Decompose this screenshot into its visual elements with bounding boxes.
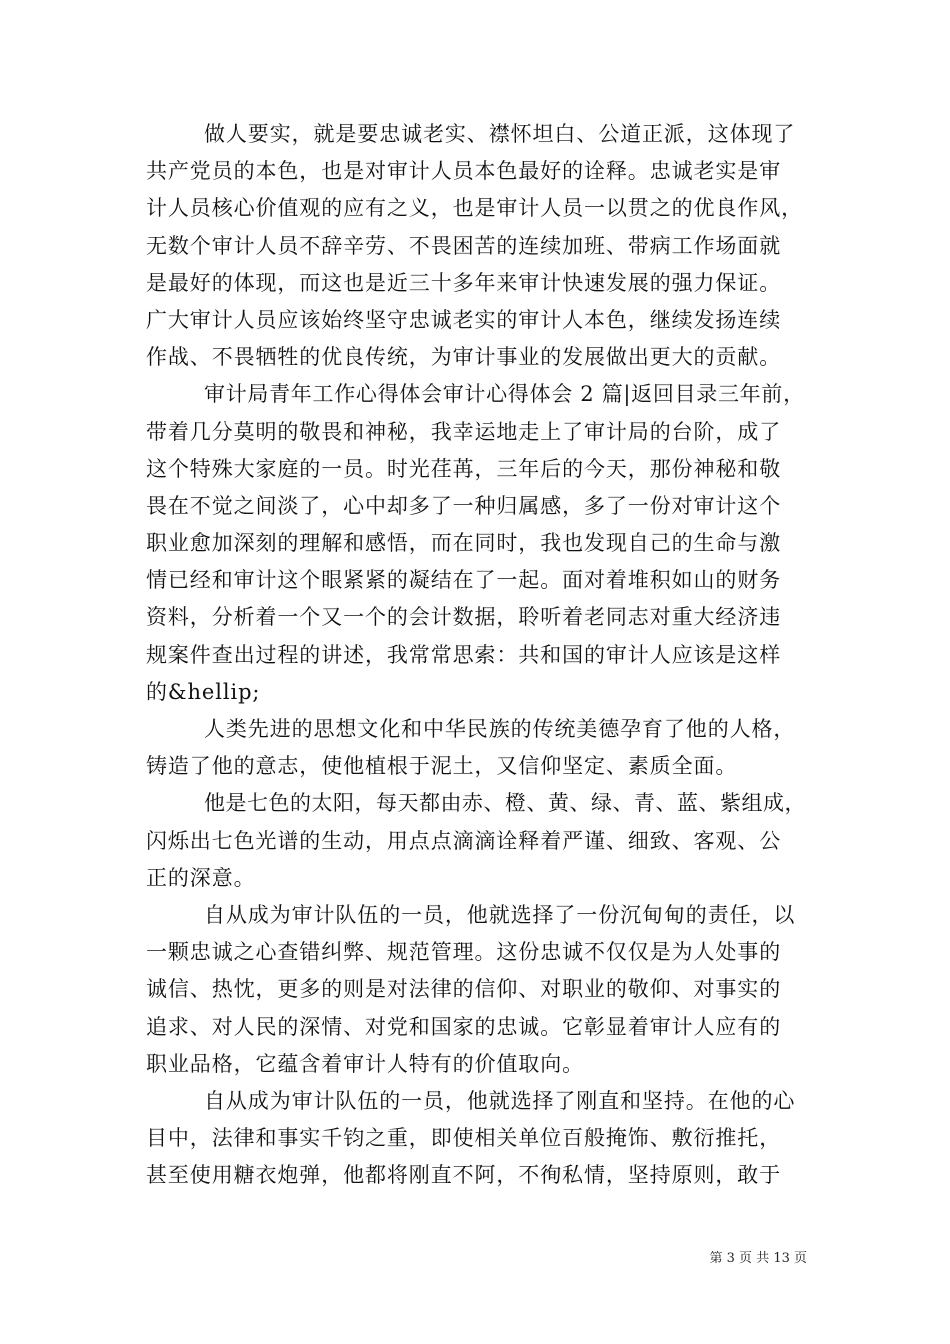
text-line: 正的深意。 [146, 865, 256, 890]
text-line: 作战、不畏牺牲的优良传统，为审计事业的发展做出更大的贡献。 [146, 345, 782, 370]
document-body [146, 116, 810, 1194]
text-line: 畏在不觉之间淡了，心中却多了一种归属感，多了一份对审计这个 [146, 493, 782, 518]
text-line: 追求、对人民的深情、对党和国家的忠诚。它彰显着审计人应有的 [146, 1014, 782, 1039]
text-line: 目中，法律和事实千钧之重，即使相关单位百般掩饰、敷衍推托， [146, 1126, 782, 1151]
text-line: 闪烁出七色光谱的生动，用点点滴滴诠释着严谨、细致、客观、公 [146, 828, 782, 853]
text-line: 无数个审计人员不辞辛劳、不畏困苦的连续加班、带病工作场面就 [146, 233, 782, 258]
text-line: 广大审计人员应该始终坚守忠诚老实的审计人本色，继续发扬连续 [146, 307, 782, 332]
text-line: 情已经和审计这个眼紧紧的凝结在了一起。面对着堆积如山的财务 [146, 568, 782, 593]
text-line: 规案件查出过程的讲述，我常常思索：共和国的审计人应该是这样 [146, 642, 782, 667]
text-line: 做人要实，就是要忠诚老实、襟怀坦白、公道正派，这体现了 [204, 122, 796, 146]
text-line: 诚信、热忱，更多的则是对法律的信仰、对职业的敬仰、对事实的 [146, 977, 782, 1002]
text-line: 一颗忠诚之心查错纠弊、规范管理。这份忠诚不仅仅是为人处事的 [146, 940, 782, 965]
text-line: 共产党员的本色，也是对审计人员本色最好的诠释。忠诚老实是审 [146, 159, 782, 184]
text-line: 自从成为审计队伍的一员，他就选择了一份沉甸甸的责任，以 [204, 902, 796, 927]
text-line: 这个特殊大家庭的一员。时光荏苒，三年后的今天，那份神秘和敬 [146, 456, 782, 481]
text-line: 人类先进的思想文化和中华民族的传统美德孕育了他的人格， [204, 717, 796, 741]
text-line: 资料，分析着一个又一个的会计数据，聆听着老同志对重大经济违 [146, 605, 782, 630]
text-line: 职业品格，它蕴含着审计人特有的价值取向。 [146, 1051, 584, 1076]
text-line: 他是七色的太阳，每天都由赤、橙、黄、绿、青、蓝、紫组成， [204, 791, 806, 816]
text-line: 甚至使用糖衣炮弹，他都将刚直不阿，不徇私情，坚持原则，敢于 [146, 1163, 782, 1188]
text-line: 审计局青年工作心得体会审计心得体会 2 篇|返回目录三年前， [204, 382, 805, 407]
text-line: 铸造了他的意志，使他植根于泥土，又信仰坚定、素质全面。 [146, 754, 738, 779]
text-line: 计人员核心价值观的应有之义，也是审计人员一以贯之的优良作风， [146, 196, 803, 221]
text-line: 带着几分莫明的敬畏和神秘，我幸运地走上了审计局的台阶，成了 [146, 419, 782, 444]
text-line: 的&hellip; [146, 679, 261, 704]
page-number: 第 3 页 共 13 页 [709, 1251, 807, 1266]
text-line: 职业愈加深刻的理解和感悟，而在同时，我也发现自己的生命与激 [146, 531, 782, 556]
text-line: 自从成为审计队伍的一员，他就选择了刚直和坚持。在他的心 [204, 1088, 796, 1113]
text-line: 是最好的体现，而这也是近三十多年来审计快速发展的强力保证。 [146, 270, 782, 295]
